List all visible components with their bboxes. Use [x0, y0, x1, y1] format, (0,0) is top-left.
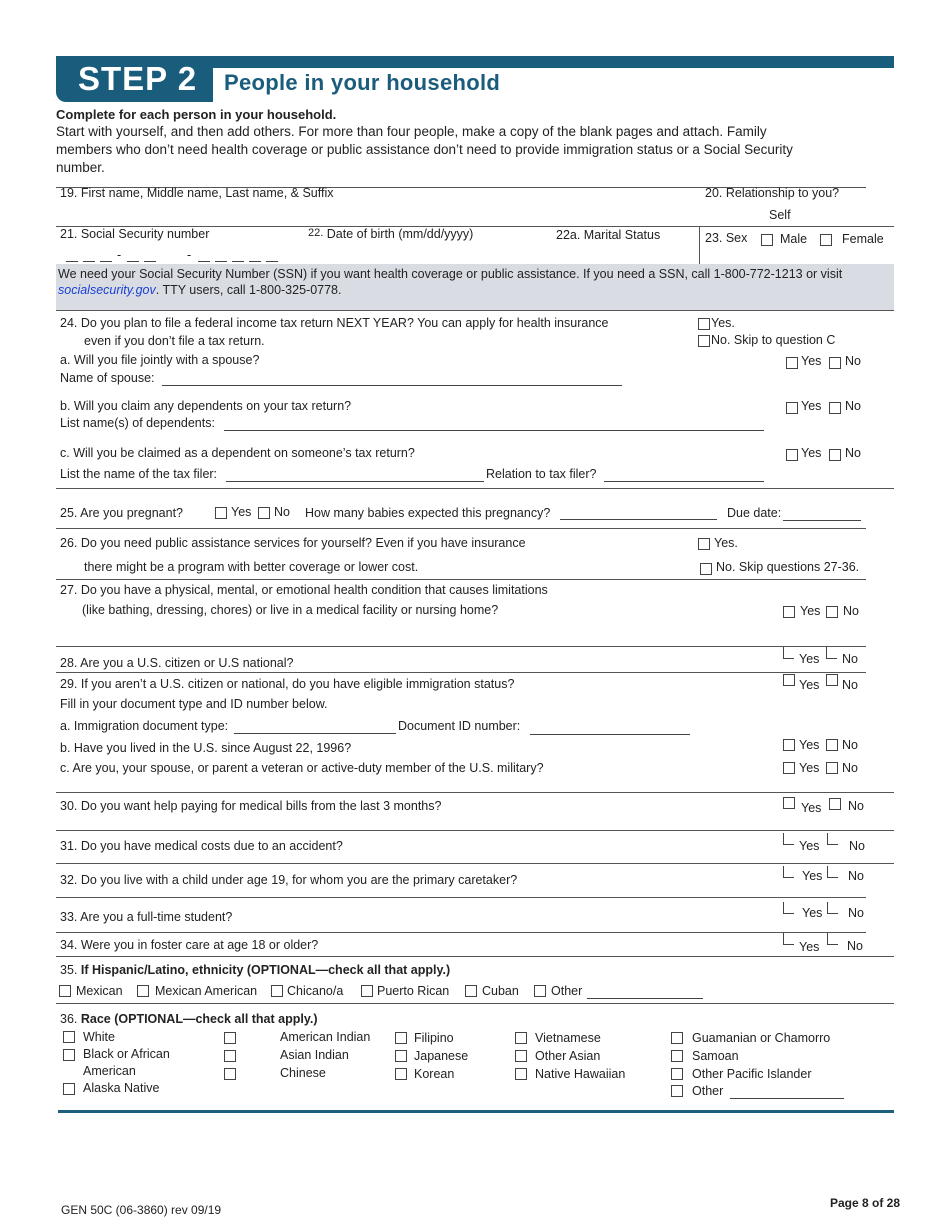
q34-no-label: No [847, 939, 863, 953]
q31-yes-label: Yes [799, 839, 820, 853]
black-african-label: Black or African [83, 1047, 170, 1061]
intro-line-2: members who don’t need health coverage or public assistance don’t need to provide immigration status or a Social Security [56, 142, 793, 157]
other-race-input[interactable] [730, 1098, 844, 1099]
q26-line-1: 26. Do you need public assistance services for yourself? Even if you have insurance [60, 536, 526, 550]
q33-no-label: No [848, 906, 864, 920]
q24a-label: a. Will you file jointly with a spouse? [60, 353, 260, 367]
q27-no-label: No [843, 604, 859, 618]
ssn-digit[interactable] [232, 261, 244, 262]
divider [56, 956, 894, 957]
samoan-checkbox[interactable] [671, 1050, 683, 1062]
q32-label: 32. Do you live with a child under age 19, for whom you are the primary caretaker? [60, 873, 518, 887]
q24a-no-label: No [845, 354, 861, 368]
q24c-label: c. Will you be claimed as a dependent on someone’s tax return? [60, 446, 415, 460]
q26-no-checkbox[interactable] [700, 563, 712, 575]
ssn-digit[interactable] [215, 261, 227, 262]
divider [56, 932, 866, 933]
q32-yes-label: Yes [802, 869, 823, 883]
chinese-checkbox[interactable] [224, 1068, 236, 1080]
q24c-no-checkbox[interactable] [829, 449, 841, 461]
doc-id-label: Document ID number: [398, 719, 521, 733]
q36-num: 36. [60, 1012, 78, 1026]
divider [56, 646, 866, 647]
q20-value[interactable]: Self [769, 208, 791, 222]
divider [56, 488, 894, 489]
ssn-digit[interactable] [66, 261, 78, 262]
q29b-no-checkbox[interactable] [826, 739, 838, 751]
filipino-label: Filipino [414, 1031, 454, 1045]
q29c-label: c. Are you, your spouse, or parent a veteran or active-duty member of the U.S. military? [60, 761, 544, 775]
doc-id-input[interactable] [530, 734, 690, 735]
q28-yes-label: Yes [799, 652, 820, 666]
q24b-no-label: No [845, 399, 861, 413]
q29b-yes-label: Yes [799, 738, 820, 752]
q24a-no-checkbox[interactable] [829, 357, 841, 369]
section-end-rule [58, 1110, 894, 1113]
q29c-no-checkbox[interactable] [826, 762, 838, 774]
q30-yes-label: Yes [801, 801, 822, 815]
alaska-native-checkbox[interactable] [63, 1083, 75, 1095]
divider [56, 310, 894, 311]
q34-yes-checkbox[interactable] [783, 933, 794, 945]
dependents-label: List name(s) of dependents: [60, 416, 215, 430]
spouse-name-input[interactable] [162, 385, 622, 386]
q27-line-2: (like bathing, dressing, chores) or live in a medical facility or nursing home? [82, 603, 499, 617]
filipino-checkbox[interactable] [395, 1032, 407, 1044]
q26-yes-label: Yes. [714, 536, 738, 550]
divider [56, 672, 866, 673]
q30-no-checkbox[interactable] [829, 798, 841, 810]
q24-no-checkbox[interactable] [698, 335, 710, 347]
mexican-label: Mexican [76, 984, 123, 998]
cuban-checkbox[interactable] [465, 985, 477, 997]
ssn-digit[interactable] [266, 261, 278, 262]
q34-label: 34. Were you in foster care at age 18 or older? [60, 938, 319, 952]
american-label: American [83, 1064, 136, 1078]
q24-yes-checkbox[interactable] [698, 318, 710, 330]
q24c-yes-label: Yes [801, 446, 822, 460]
q29b-no-label: No [842, 738, 858, 752]
q33-label: 33. Are you a full-time student? [60, 910, 233, 924]
q25-yes-label: Yes [231, 505, 252, 519]
q22-num: 22. [308, 227, 324, 239]
spouse-name-label: Name of spouse: [60, 371, 155, 385]
q31-yes-checkbox[interactable] [783, 833, 794, 845]
cuban-label: Cuban [482, 984, 519, 998]
q33-yes-checkbox[interactable] [783, 902, 794, 914]
divider [699, 226, 700, 264]
ssn-digit[interactable] [249, 261, 261, 262]
q32-no-checkbox[interactable] [827, 866, 838, 878]
divider [56, 528, 866, 529]
q26-no-label: No. Skip questions 27-36. [716, 560, 860, 574]
q26-yes-checkbox[interactable] [698, 538, 710, 550]
q24-line-2: even if you don’t file a tax return. [84, 334, 265, 348]
q27-yes-label: Yes [800, 604, 821, 618]
babies-input[interactable] [560, 519, 717, 520]
q29-no-checkbox[interactable] [826, 674, 838, 686]
q24c-yes-checkbox[interactable] [786, 449, 798, 461]
page-number: Page 8 of 28 [830, 1196, 901, 1210]
ssn-digit[interactable] [127, 261, 139, 262]
q29-line-1: 29. If you aren’t a U.S. citizen or national, do you have eligible immigration status? [60, 677, 515, 691]
q28-yes-checkbox[interactable] [783, 647, 794, 659]
other-asian-checkbox[interactable] [515, 1050, 527, 1062]
q35-num: 35. [60, 963, 78, 977]
babies-label: How many babies expected this pregnancy? [305, 506, 551, 520]
mexican-checkbox[interactable] [59, 985, 71, 997]
q28-no-checkbox[interactable] [826, 647, 837, 659]
dependents-input[interactable] [224, 430, 764, 431]
relation-input[interactable] [604, 481, 764, 482]
female-checkbox[interactable] [820, 234, 832, 246]
mexican-american-checkbox[interactable] [137, 985, 149, 997]
intro-line-1: Start with yourself, and then add others. For more than four people, make a copy of the blank pages and attach. Family [56, 124, 767, 139]
q24a-yes-checkbox[interactable] [786, 357, 798, 369]
q24a-yes-label: Yes [801, 354, 822, 368]
ssn-notice-line-2 [58, 283, 341, 297]
q24-no-label: No. Skip to question C [711, 333, 836, 347]
alaska-native-label: Alaska Native [83, 1081, 160, 1095]
q35-text: If Hispanic/Latino, ethnicity (OPTIONAL—check all that apply.) [80, 963, 451, 977]
divider [56, 579, 866, 580]
other-asian-label: Other Asian [535, 1049, 601, 1063]
q33-no-checkbox[interactable] [827, 902, 838, 914]
other-race-checkbox[interactable] [671, 1085, 683, 1097]
q22-text: Date of birth (mm/dd/yyyy) [326, 227, 474, 241]
vietnamese-checkbox[interactable] [515, 1032, 527, 1044]
ssn-notice-line-1: We need your Social Security Number (SSN) if you want health coverage or public assistance. If you need a SSN, call 1-800-772-1213 or visit [58, 267, 843, 281]
q23-label: 23. Sex [705, 231, 748, 245]
ssn-digit[interactable] [144, 261, 156, 262]
q28-label: 28. Are you a U.S. citizen or U.S national? [60, 656, 294, 670]
q30-yes-checkbox[interactable] [783, 797, 795, 809]
black-african-american-checkbox[interactable] [63, 1049, 75, 1061]
samoan-label: Samoan [692, 1049, 739, 1063]
ssn-digit[interactable] [83, 261, 95, 262]
male-label: Male [780, 232, 808, 246]
q25-label: 25. Are you pregnant? [60, 506, 184, 520]
q32-no-label: No [848, 869, 864, 883]
other-pacific-islander-checkbox[interactable] [671, 1068, 683, 1080]
q25-yes-checkbox[interactable] [215, 507, 227, 519]
japanese-label: Japanese [414, 1049, 469, 1063]
american-indian-checkbox[interactable] [224, 1032, 236, 1044]
other-ethnicity-checkbox[interactable] [534, 985, 546, 997]
japanese-checkbox[interactable] [395, 1050, 407, 1062]
white-checkbox[interactable] [63, 1031, 75, 1043]
guamanian-checkbox[interactable] [671, 1032, 683, 1044]
divider [56, 830, 894, 831]
q22-label [308, 227, 473, 241]
due-date-label: Due date: [727, 506, 782, 520]
q29b-label: b. Have you lived in the U.S. since August 22, 1996? [60, 741, 352, 755]
q35-label [60, 963, 450, 977]
doc-type-label: a. Immigration document type: [60, 719, 229, 733]
q32-yes-checkbox[interactable] [783, 866, 794, 878]
other-ethnicity-label: Other [551, 984, 583, 998]
form-id: GEN 50C (06-3860) rev 09/19 [61, 1203, 222, 1217]
korean-label: Korean [414, 1067, 455, 1081]
q27-yes-checkbox[interactable] [783, 606, 795, 618]
q27-no-checkbox[interactable] [826, 606, 838, 618]
q31-no-label: No [849, 839, 865, 853]
page-title: People in your household [224, 70, 501, 95]
socialsecurity-link[interactable]: socialsecurity.gov [58, 283, 156, 297]
american-indian-label: American Indian [280, 1030, 371, 1044]
q36-label [60, 1012, 318, 1026]
q34-yes-label: Yes [799, 940, 820, 954]
relation-label: Relation to tax filer? [486, 467, 597, 481]
q24b-yes-checkbox[interactable] [786, 402, 798, 414]
q24b-no-checkbox[interactable] [829, 402, 841, 414]
guamanian-label: Guamanian or Chamorro [692, 1031, 831, 1045]
other-ethnicity-input[interactable] [587, 998, 703, 999]
ssn-digit[interactable] [198, 261, 210, 262]
q20-label: 20. Relationship to you? [705, 186, 840, 200]
q19-label: 19. First name, Middle name, Last name, & Suffix [60, 186, 334, 200]
q29-no-label: No [842, 678, 858, 692]
q34-no-checkbox[interactable] [827, 933, 838, 945]
q29c-yes-label: Yes [799, 761, 820, 775]
q26-line-2: there might be a program with better coverage or lower cost. [84, 560, 419, 574]
tax-filer-input[interactable] [226, 481, 484, 482]
q31-no-checkbox[interactable] [827, 833, 838, 845]
puerto-rican-checkbox[interactable] [361, 985, 373, 997]
q29-yes-checkbox[interactable] [783, 674, 795, 686]
divider [56, 792, 894, 793]
chicano-label: Chicano/a [287, 984, 344, 998]
doc-type-input[interactable] [234, 733, 396, 734]
q24b-yes-label: Yes [801, 399, 822, 413]
ssn-notice-tty: . TTY users, call 1-800-325-0778. [155, 283, 342, 297]
intro-line-3: number. [56, 160, 105, 175]
divider [56, 897, 866, 898]
q22a-label: 22a. Marital Status [556, 228, 661, 242]
q31-label: 31. Do you have medical costs due to an accident? [60, 839, 343, 853]
q24-yes-label: Yes. [711, 316, 735, 330]
puerto-rican-label: Puerto Rican [377, 984, 450, 998]
q27-line-1: 27. Do you have a physical, mental, or emotional health condition that causes limitations [60, 583, 548, 597]
q29c-yes-checkbox[interactable] [783, 762, 795, 774]
asian-indian-checkbox[interactable] [224, 1050, 236, 1062]
other-race-label: Other [692, 1084, 724, 1098]
female-label: Female [842, 232, 884, 246]
tax-filer-label: List the name of the tax filer: [60, 467, 218, 481]
male-checkbox[interactable] [761, 234, 773, 246]
q29-yes-label: Yes [799, 678, 820, 692]
q30-no-label: No [848, 799, 864, 813]
q28-no-label: No [842, 652, 858, 666]
q25-no-checkbox[interactable] [258, 507, 270, 519]
ssn-digit[interactable] [100, 261, 112, 262]
q36-text: Race (OPTIONAL—check all that apply.) [80, 1012, 318, 1026]
q24c-no-label: No [845, 446, 861, 460]
q24b-label: b. Will you claim any dependents on your tax return? [60, 399, 352, 413]
q30-label: 30. Do you want help paying for medical bills from the last 3 months? [60, 799, 442, 813]
q25-no-label: No [274, 505, 290, 519]
vietnamese-label: Vietnamese [535, 1031, 601, 1045]
white-label: White [83, 1030, 115, 1044]
other-pacific-islander-label: Other Pacific Islander [692, 1067, 812, 1081]
chinese-label: Chinese [280, 1066, 326, 1080]
q29b-yes-checkbox[interactable] [783, 739, 795, 751]
step-label: STEP 2 [56, 56, 213, 102]
chicano-checkbox[interactable] [271, 985, 283, 997]
q29c-no-label: No [842, 761, 858, 775]
mexican-american-label: Mexican American [155, 984, 258, 998]
native-hawaiian-label: Native Hawaiian [535, 1067, 626, 1081]
korean-checkbox[interactable] [395, 1068, 407, 1080]
q24-line-1: 24. Do you plan to file a federal income tax return NEXT YEAR? You can apply for health insurance [60, 316, 609, 330]
asian-indian-label: Asian Indian [280, 1048, 349, 1062]
native-hawaiian-checkbox[interactable] [515, 1068, 527, 1080]
ssn-dash: - [187, 248, 192, 262]
due-date-input[interactable] [783, 520, 861, 521]
q29-line-2: Fill in your document type and ID number below. [60, 697, 328, 711]
divider [56, 1003, 894, 1004]
ssn-dash: - [117, 248, 122, 262]
q21-label: 21. Social Security number [60, 227, 210, 241]
divider [56, 863, 894, 864]
q33-yes-label: Yes [802, 906, 823, 920]
intro-heading: Complete for each person in your household. [56, 107, 337, 122]
